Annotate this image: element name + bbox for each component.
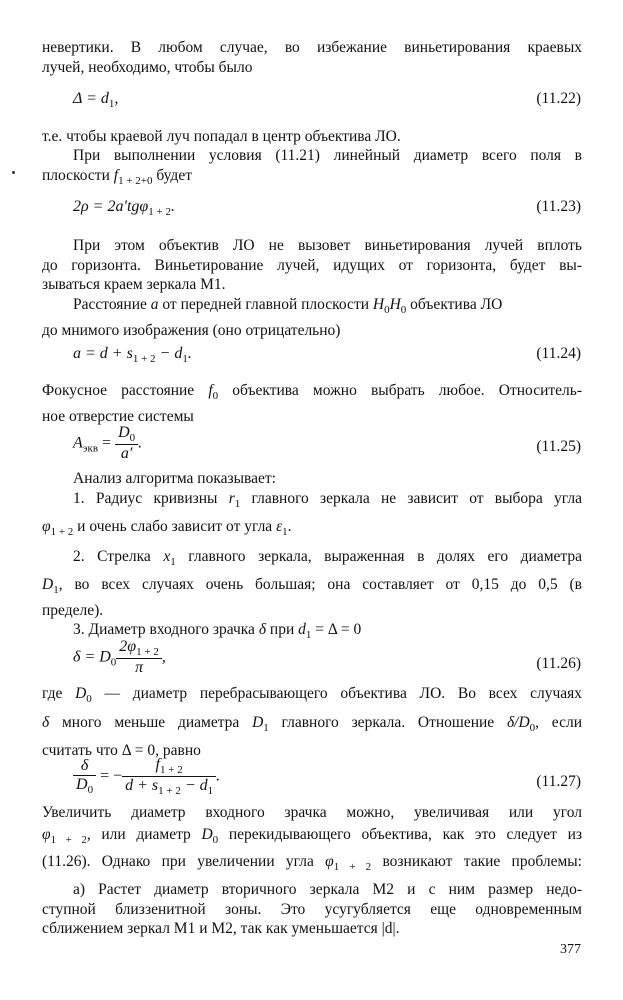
eq-text: a = d + s <box>73 345 133 362</box>
eq-text: π <box>135 659 144 677</box>
eq-text: 2φ <box>119 638 137 655</box>
math-sub: 1 <box>305 629 312 642</box>
eq-sub: 1 + 2 <box>148 206 171 219</box>
equation-11-22 <box>73 90 118 110</box>
math-var: H <box>372 296 385 313</box>
equation-11-27 <box>73 756 220 797</box>
page-number: 377 <box>560 942 581 957</box>
math-var: φ <box>42 518 51 536</box>
text-span: , если <box>535 713 582 731</box>
text-span: 3. Диаметр входного зрачка <box>73 621 259 639</box>
eq-sub: 1 <box>207 785 214 798</box>
fraction <box>115 424 138 463</box>
text-line: При выполнении условия (11.21) линейный диаметр всего поля в <box>73 147 582 164</box>
paragraph-5 <box>42 295 582 340</box>
text-line <box>42 381 582 407</box>
text-line: до мнимого изображения (оно отрицательно) <box>42 321 341 339</box>
eq-sub: 1 + 2 <box>132 353 156 366</box>
equation-11-24 <box>73 345 192 365</box>
math-sub: 0 <box>400 304 407 317</box>
math-var: φ <box>325 853 334 871</box>
text-line: а) Растет диаметр вторичного зеркала М2 и с ним размер недо- <box>73 881 582 898</box>
math-var: φ <box>42 825 51 843</box>
text-line: считать что Δ = 0, равно <box>42 742 201 760</box>
eq-text: . <box>216 767 221 785</box>
math-var: D <box>201 825 213 843</box>
text-line: При этом объектив ЛО не вызовет виньетирования лучей вплоть <box>73 237 582 254</box>
text-line <box>42 684 582 710</box>
eq-sub: 0 <box>110 656 117 669</box>
text-span: Фокусное расстояние <box>42 382 209 399</box>
math-sub: 1 + 2 <box>50 526 74 539</box>
text-span: будет <box>152 166 192 184</box>
eq-sub: 1 <box>108 98 115 111</box>
equation-11-23 <box>73 198 175 218</box>
text-span: , или диаметр <box>86 825 202 843</box>
text-span: (11.26). Однако при увеличении угла <box>42 853 326 871</box>
math-sub: 1 <box>234 497 241 510</box>
text-line: т.е. чтобы краевой луч попадал в центр объектива ЛО. <box>42 128 401 145</box>
text-line <box>42 713 582 739</box>
text-line: пределе). <box>42 601 104 619</box>
text-span: возникают такие проблемы: <box>371 853 582 871</box>
eq-text: d + s <box>125 777 159 795</box>
paragraph-6 <box>42 381 582 426</box>
eq-text: , <box>114 90 119 107</box>
eq-text: f <box>155 756 160 773</box>
text-span: = Δ = 0 <box>311 621 362 639</box>
text-span: , во всех случаях очень большая; она составляет от 0,15 до 0,5 (в <box>58 576 582 594</box>
math-var: ε <box>276 518 283 536</box>
math-sub: 0 <box>212 390 219 403</box>
equation-number: (11.24) <box>536 345 581 362</box>
eq-text: , <box>161 648 166 666</box>
margin-mark <box>12 171 15 174</box>
eq-sub: 0 <box>87 784 94 797</box>
text-line <box>42 489 582 515</box>
text-span: от передней главной плоскости <box>158 296 373 313</box>
text-span: много меньше диаметра <box>49 713 253 731</box>
text-span: главного зеркала, выраженная в долях его диаметра <box>175 547 582 565</box>
equation-11-25 <box>73 424 142 463</box>
math-sub: 0 <box>384 304 390 317</box>
eq-text: . <box>187 345 192 362</box>
text-span: при <box>266 621 299 639</box>
math-var: f <box>113 166 119 184</box>
text-line <box>42 547 582 573</box>
text-line: ступной близзенитной зоны. Это усугубляется еще одновременным <box>42 900 582 918</box>
fraction <box>116 638 162 677</box>
text-line: лучей, необходимо, чтобы было <box>42 58 253 76</box>
text-line: сближением зеркал М1 и М2, так как уменьшается |d|. <box>42 920 400 937</box>
text-span: где <box>42 685 76 702</box>
text-line: до горизонта. Виньетирование лучей, идущих от горизонта, будет вы- <box>42 256 582 274</box>
eq-text: δ <box>73 757 96 776</box>
math-sub: 1 + 2 <box>50 833 87 846</box>
math-sub: 1 <box>53 584 59 597</box>
text-span: объектива можно выбрать любое. Относитель- <box>218 382 582 399</box>
text-line: невертики. В любом случае, во избежание виньетирования краевых <box>42 39 582 56</box>
math-var: f <box>208 382 213 399</box>
text-span: плоскости <box>42 166 114 184</box>
paragraph-2 <box>42 127 582 147</box>
paragraph-7 <box>42 469 582 646</box>
text-line: ное отверстие системы <box>42 407 194 425</box>
eq-text: = − <box>96 767 123 785</box>
math-var: x <box>163 547 171 565</box>
text-line <box>42 517 582 543</box>
math-var: a <box>150 296 159 313</box>
math-sub: 1 <box>170 555 176 568</box>
eq-text: δ = D <box>73 648 111 666</box>
paragraph-4 <box>42 236 582 295</box>
text-span: Расстояние <box>73 296 151 313</box>
eq-sub: 0 <box>129 432 136 445</box>
text-line <box>42 825 582 851</box>
text-line <box>42 575 582 601</box>
eq-text: . <box>171 198 175 215</box>
eq-text: A <box>73 434 83 452</box>
eq-text: . <box>138 434 143 452</box>
text-span: главного зеркала не зависит от выбора угла <box>240 489 582 507</box>
eq-text: d <box>100 90 109 107</box>
paragraph-3 <box>42 146 582 191</box>
text-span: перекидывающего объектива, как это следует из <box>218 825 582 843</box>
equation-number: (11.22) <box>536 90 581 107</box>
text-line <box>42 852 582 878</box>
math-sub: 1 <box>263 721 269 734</box>
paragraph-8 <box>42 684 582 761</box>
paragraph-1 <box>42 38 582 77</box>
math-var: δ <box>42 713 50 731</box>
eq-text: 2ρ = 2a′tgφ <box>73 198 149 215</box>
math-sub: 0 <box>86 693 92 706</box>
eq-text: − d <box>180 777 208 795</box>
text-line: зываться краем зеркала М1. <box>42 276 226 293</box>
equation-number: (11.23) <box>536 198 581 215</box>
text-span: — диаметр перебрасывающего объектива ЛО. Во всех случаях <box>91 685 583 702</box>
text-line <box>42 166 582 192</box>
math-var: δ <box>258 621 267 639</box>
text-line <box>42 295 582 321</box>
eq-text: − d <box>155 345 183 362</box>
equation-number: (11.26) <box>536 655 581 672</box>
fraction <box>73 757 96 796</box>
math-var: δ/D <box>506 713 530 731</box>
text-span: объектива ЛО <box>406 296 503 313</box>
eq-sub: 1 + 2 <box>158 785 181 798</box>
eq-text: a′ <box>120 445 133 463</box>
eq-sub: 1 + 2 <box>136 646 159 659</box>
math-var: D <box>75 685 87 702</box>
fraction <box>122 756 216 797</box>
eq-sub: экв <box>82 442 99 455</box>
math-var: r <box>228 489 235 507</box>
equation-11-26 <box>73 638 166 677</box>
math-var: D <box>252 713 264 731</box>
text-span: и очень слабо зависит от угла <box>73 518 277 536</box>
text-span: главного зеркала. Отношение <box>268 713 507 731</box>
eq-text: D <box>76 776 88 794</box>
math-sub: 1 + 2+0 <box>118 174 153 187</box>
text-line: Увеличить диаметр входного зрачка можно, увеличивая или угол <box>42 804 582 821</box>
math-var: d <box>298 621 306 639</box>
eq-sub: 1 + 2 <box>160 764 183 777</box>
paragraph-10 <box>42 880 582 939</box>
math-sub: 0 <box>212 833 219 846</box>
math-sub: 0 <box>529 721 536 734</box>
equation-number: (11.25) <box>536 438 581 455</box>
text-span: 2. Стрелка <box>73 547 164 565</box>
paragraph-9 <box>42 803 582 878</box>
text-span: 1. Радиус кривизны <box>73 489 229 507</box>
math-var: H <box>389 296 401 313</box>
eq-text: D <box>118 424 130 441</box>
text-line: Анализ алгоритма показывает: <box>73 470 276 487</box>
eq-sub: 1 <box>182 353 188 366</box>
text-span: . <box>287 518 292 536</box>
eq-text: Δ = <box>73 90 101 107</box>
eq-text: = <box>98 434 116 452</box>
math-var: D <box>42 576 54 594</box>
math-sub: 1 + 2 <box>333 861 372 874</box>
equation-number: (11.27) <box>536 773 581 790</box>
math-sub: 1 <box>282 526 288 539</box>
